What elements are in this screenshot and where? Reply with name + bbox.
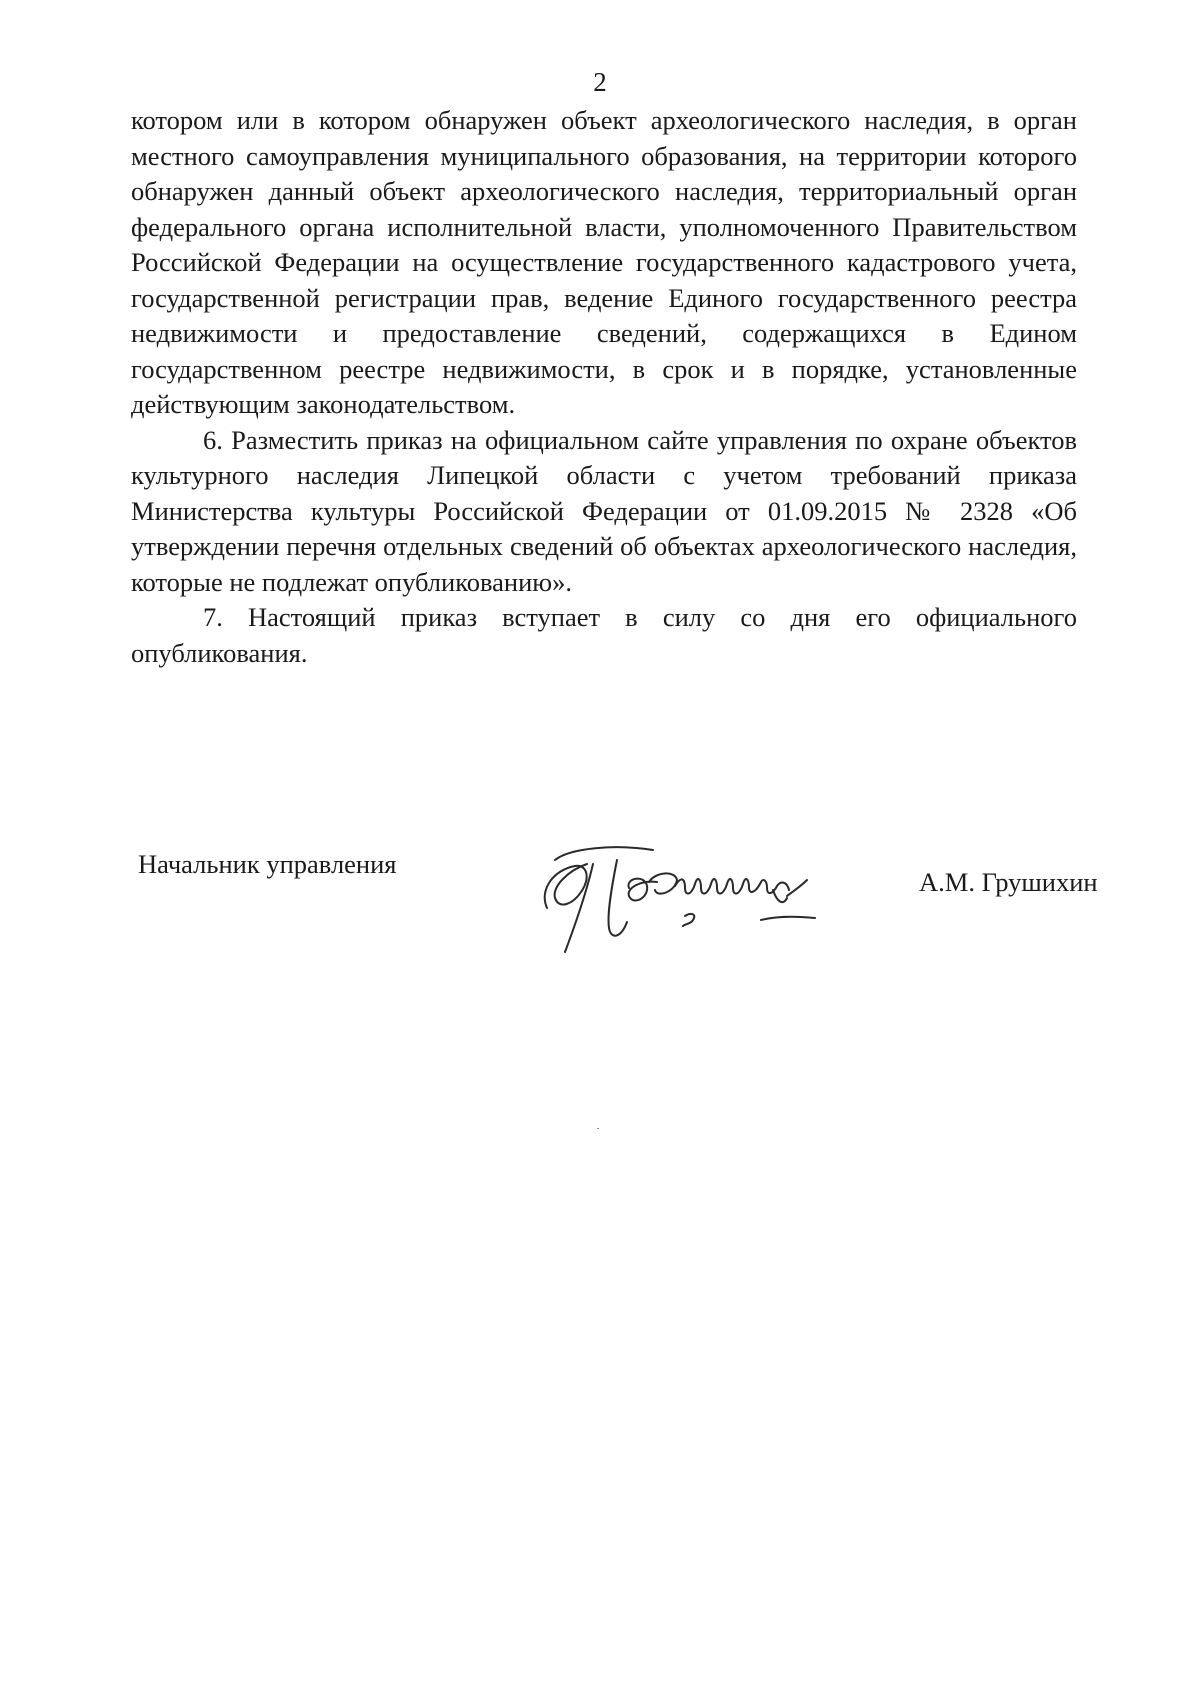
paragraph-continuation: котором или в котором обнаружен объект археологического наследия, в орган местного самоуправления муниципального образования, на территории которого обнаружен данный объект археологического наследия, территориальный орган федерального органа исполнительной власти, уполномоченного Правительством Российской Федерации на осуществление государственного кадастрового учета, государственной регистрации прав, ведение Единого государственного реестра недвижимости и предоставление сведений, содержащихся в Едином государственном реестре недвижимости, в срок и в порядке, установленные действующим законодательством.: [131, 105, 1077, 419]
signatory-name: А.М. Грушихин: [919, 867, 1098, 897]
document-body: [131, 103, 1077, 671]
handwritten-signature: [525, 820, 885, 960]
scan-speck: [597, 1128, 599, 1129]
page-number: 2: [593, 67, 607, 97]
paragraph-item-7: 7. Настоящий приказ вступает в силу со дня его официального опубликования.: [131, 602, 1077, 668]
signature-block: [0, 820, 1200, 960]
paragraph-item-6: 6. Разместить приказ на официальном сайте управления по охране объектов культурного наследия Липецкой области с учетом требований приказа Министерства культуры Российской Федерации от 01.09.2015 № 2328 «Об утверждении перечня отдельных сведений об объектах археологического наследия, которые не подлежат опубликованию».: [131, 424, 1077, 597]
signatory-position: Начальник управления: [138, 849, 397, 879]
